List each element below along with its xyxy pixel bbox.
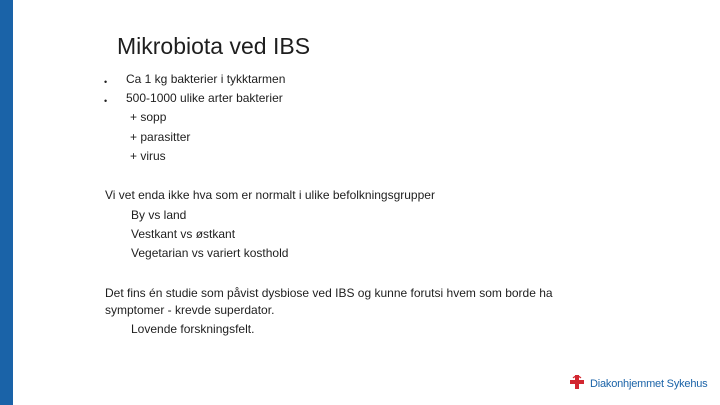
paragraph-1: Vi vet enda ikke hva som er normalt i ulike befolkningsgrupper (105, 188, 435, 202)
paragraph-2-line-3: Lovende forskningsfelt. (131, 322, 255, 336)
bullet-icon: • (104, 77, 108, 87)
paragraph-1-item-2: Vestkant vs østkant (131, 227, 236, 241)
paragraph-1-item-1: By vs land (131, 208, 187, 222)
paragraph-2-line-2: symptomer - krevde superdator. (105, 303, 275, 317)
slide-title: Mikrobiota ved IBS (117, 33, 311, 59)
paragraph-2-line-1: Det fins én studie som påvist dysbiose ved IBS og kunne forutsi hvem som borde ha (105, 286, 553, 300)
red-cross-dove-icon (568, 374, 586, 395)
paragraph-1-item-3: Vegetarian vs variert kosthold (131, 246, 289, 260)
left-accent-bar (0, 0, 13, 405)
hospital-logo (568, 376, 707, 392)
sub-item-virus: + virus (130, 149, 166, 163)
bullet-icon: • (104, 96, 108, 106)
sub-item-parasitter: + parasitter (130, 130, 191, 144)
sub-item-sopp: + sopp (130, 110, 167, 124)
logo-text: Diakonhjemmet Sykehus (590, 378, 708, 390)
bullet-item-2: 500-1000 ulike arter bakterier (126, 91, 283, 105)
bullet-item-1: Ca 1 kg bakterier i tykktarmen (126, 72, 286, 86)
